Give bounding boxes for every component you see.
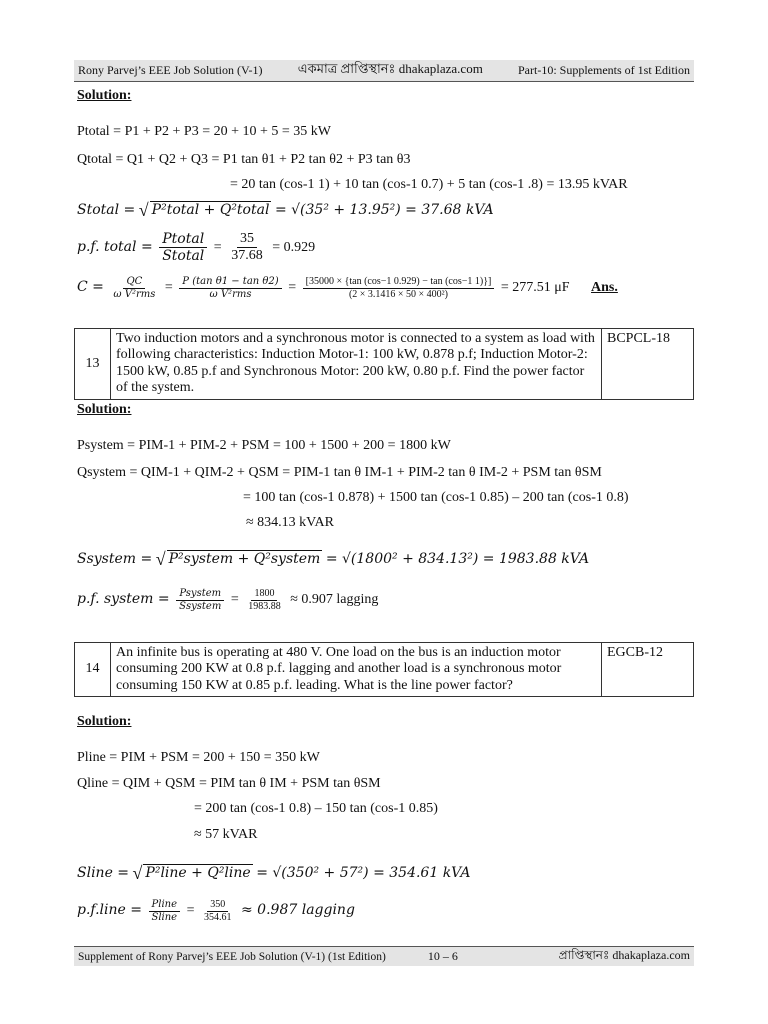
q-system-value-line: = 100 tan (cos-1 0.878) + 1500 tan (cos-1 0.85) – 200 tan (cos-1 0.8) bbox=[243, 490, 629, 505]
q-system-result-line: ≈ 834.13 kVAR bbox=[246, 515, 334, 530]
question-14-number: 14 bbox=[75, 643, 111, 697]
s-system-lhs: Ssystem = bbox=[77, 551, 153, 567]
question-13-box bbox=[74, 328, 694, 400]
c-den3: (2 × 3.1416 × 50 × 400²) bbox=[348, 288, 449, 300]
c-den: ω V²rms bbox=[113, 288, 156, 300]
footer-left: Supplement of Rony Parvej’s EEE Job Solution (V-1) (1st Edition) bbox=[78, 950, 386, 963]
pf-line-num: Pline bbox=[149, 899, 180, 912]
pf-total-num: Ptotal bbox=[159, 231, 207, 248]
pf-line-den2: 354.61 bbox=[204, 911, 232, 923]
page-number: 10 – 6 bbox=[427, 949, 458, 963]
s-total-radicand: P²total + Q²total bbox=[151, 202, 270, 218]
question-13-source: BCPCL-18 bbox=[602, 329, 694, 400]
s-system-rhs: = √(1800² + 834.13²) = 1983.88 kVA bbox=[325, 551, 590, 567]
footer-right: প্রাপ্তিস্থানঃ dhakaplaza.com bbox=[558, 947, 690, 962]
pf-system-rhs: ≈ 0.907 lagging bbox=[290, 592, 379, 608]
solution-heading-1: Solution: bbox=[77, 88, 132, 103]
question-14-source: EGCB-12 bbox=[602, 643, 694, 697]
c-rhs: = 277.51 μF bbox=[500, 280, 570, 296]
pf-total-lhs: p.f. total = bbox=[77, 238, 153, 255]
pf-line-den: Sline bbox=[151, 911, 178, 923]
answer-label: Ans. bbox=[591, 280, 618, 296]
solution-heading-3: Solution: bbox=[77, 714, 132, 729]
q-line-value-line: = 200 tan (cos-1 0.8) – 150 tan (cos-1 0.85) bbox=[194, 801, 438, 816]
c-num: QC bbox=[123, 276, 145, 289]
q-system-line: Qsystem = QIM-1 + QIM-2 + QSM = PIM-1 tan θ IM-1 + PIM-2 tan θ IM-2 + PSM tan θSM bbox=[77, 465, 602, 480]
question-14-text: An infinite bus is operating at 480 V. One load on the bus is an induction motor consuming 200 KW at 0.8 p.f. lagging and another load is a synchronous motor consuming 150 KW at 0.85 p.f. leading. What is the line power factor? bbox=[111, 643, 602, 697]
c-den2: ω V²rms bbox=[209, 288, 252, 300]
pf-total-den: Stotal bbox=[162, 248, 205, 265]
s-total-rhs: = √(35² + 13.95²) = 37.68 kVA bbox=[274, 202, 494, 218]
pf-system-lhs: p.f. system = bbox=[77, 591, 170, 608]
header-left: Rony Parvej’s EEE Job Solution (V-1) bbox=[78, 63, 263, 77]
pf-system-equation: p.f. system = $\frac{\text{Psystem}}{\text{Ssystem}}$ = $\frac{1800}{1983.88}$ ≈ 0.907 lagging bbox=[77, 588, 379, 612]
pf-line-lhs: p.f.line = bbox=[77, 902, 142, 919]
s-system-radicand: P²system + Q²system bbox=[168, 551, 321, 567]
pf-total-rhs: = 0.929 bbox=[272, 239, 316, 255]
q-total-line: Qtotal = Q1 + Q2 + Q3 = P1 tan θ1 + P2 tan θ2 + P3 tan θ3 bbox=[77, 152, 411, 167]
p-system-line: Psystem = PIM-1 + PIM-2 + PSM = 100 + 1500 + 200 = 1800 kW bbox=[77, 438, 451, 453]
q-line-result-line: ≈ 57 kVAR bbox=[194, 827, 258, 842]
q-total-value-line: = 20 tan (cos-1 1) + 10 tan (cos-1 0.7) + 5 tan (cos-1 .8) = 13.95 kVAR bbox=[230, 177, 628, 192]
header-middle: একমাত্র প্রাপ্তিস্থানঃ dhakaplaza.com bbox=[297, 61, 483, 76]
question-14-box bbox=[74, 642, 694, 697]
pf-line-equation: p.f.line = $\frac{\text{Pline}}{\text{Sline}}$ = $\frac{350}{354.61}$ ≈ 0.987 lagging bbox=[77, 899, 355, 923]
page-footer bbox=[74, 946, 694, 966]
c-num3: [35000 × {tan (cos−1 0.929) − tan (cos−1 1)}] bbox=[303, 276, 495, 289]
pf-system-den: Ssystem bbox=[179, 600, 222, 612]
c-num2: P (tan θ1 − tan θ2) bbox=[179, 276, 281, 289]
question-13-number: 13 bbox=[75, 329, 111, 400]
s-total-lhs: Stotal = bbox=[77, 202, 136, 218]
pf-total-num2: 35 bbox=[237, 231, 257, 248]
s-line-lhs: Sline = bbox=[77, 865, 130, 881]
pf-system-den2: 1983.88 bbox=[248, 600, 281, 612]
s-system-equation: Ssystem = √ P²system + Q²system = √(1800² + 834.13²) = 1983.88 kVA bbox=[77, 549, 590, 569]
c-lhs: C = bbox=[77, 279, 104, 296]
s-line-rhs: = √(350² + 57²) = 354.61 kVA bbox=[256, 865, 471, 881]
pf-line-num2: 350 bbox=[207, 899, 228, 912]
header-right: Part-10: Supplements of 1st Edition bbox=[518, 63, 690, 77]
page-header bbox=[74, 60, 694, 82]
pf-line-rhs: ≈ 0.987 lagging bbox=[241, 902, 355, 919]
pf-system-num2: 1800 bbox=[251, 588, 277, 601]
s-line-radicand: P²line + Q²line bbox=[145, 865, 251, 881]
s-total-equation: Stotal = √ P²total + Q²total = √(35² + 13.95²) = 37.68 kVA bbox=[77, 200, 494, 220]
pf-system-num: Psystem bbox=[176, 588, 224, 601]
pf-total-equation: p.f. total = $\frac{\text{Ptotal}}{\text{Stotal}}$ = $\frac{35}{37.68}$ = 0.929 bbox=[77, 231, 316, 265]
p-total-line: Ptotal = P1 + P2 + P3 = 20 + 10 + 5 = 35 kW bbox=[77, 124, 332, 139]
q-line-line: Qline = QIM + QSM = PIM tan θ IM + PSM tan θSM bbox=[77, 776, 381, 791]
p-line-line: Pline = PIM + PSM = 200 + 150 = 350 kW bbox=[77, 750, 320, 765]
solution-heading-2: Solution: bbox=[77, 402, 132, 417]
question-13-text: Two induction motors and a synchronous motor is connected to a system as load with following characteristics: Induction Motor-1: 100 kW, 0.878 p.f; Induction Motor-2: 1500 kW, 0.85 p.f and Synchronous Motor: 200 kW, 0.80 p.f. Find the power factor of the system. bbox=[111, 329, 602, 400]
s-line-equation: Sline = √ P²line + Q²line = √(350² + 57²) = 354.61 kVA bbox=[77, 863, 471, 883]
capacitance-equation: C = $\frac{QC}{\text{ω V²rms}}$ = $\frac{\text{P (tan θ1 − tan θ2)}}{\text{ω V²rms}}$ = $\frac{[35000 \times \{\tan (\cos-1 0.929) - \tan (\cos-1 1)\}]}{\text{(2 × 3.1416 × 50 × 400²)}}$ = 277.51 μF Ans. bbox=[77, 276, 618, 300]
pf-total-den2: 37.68 bbox=[231, 248, 263, 264]
